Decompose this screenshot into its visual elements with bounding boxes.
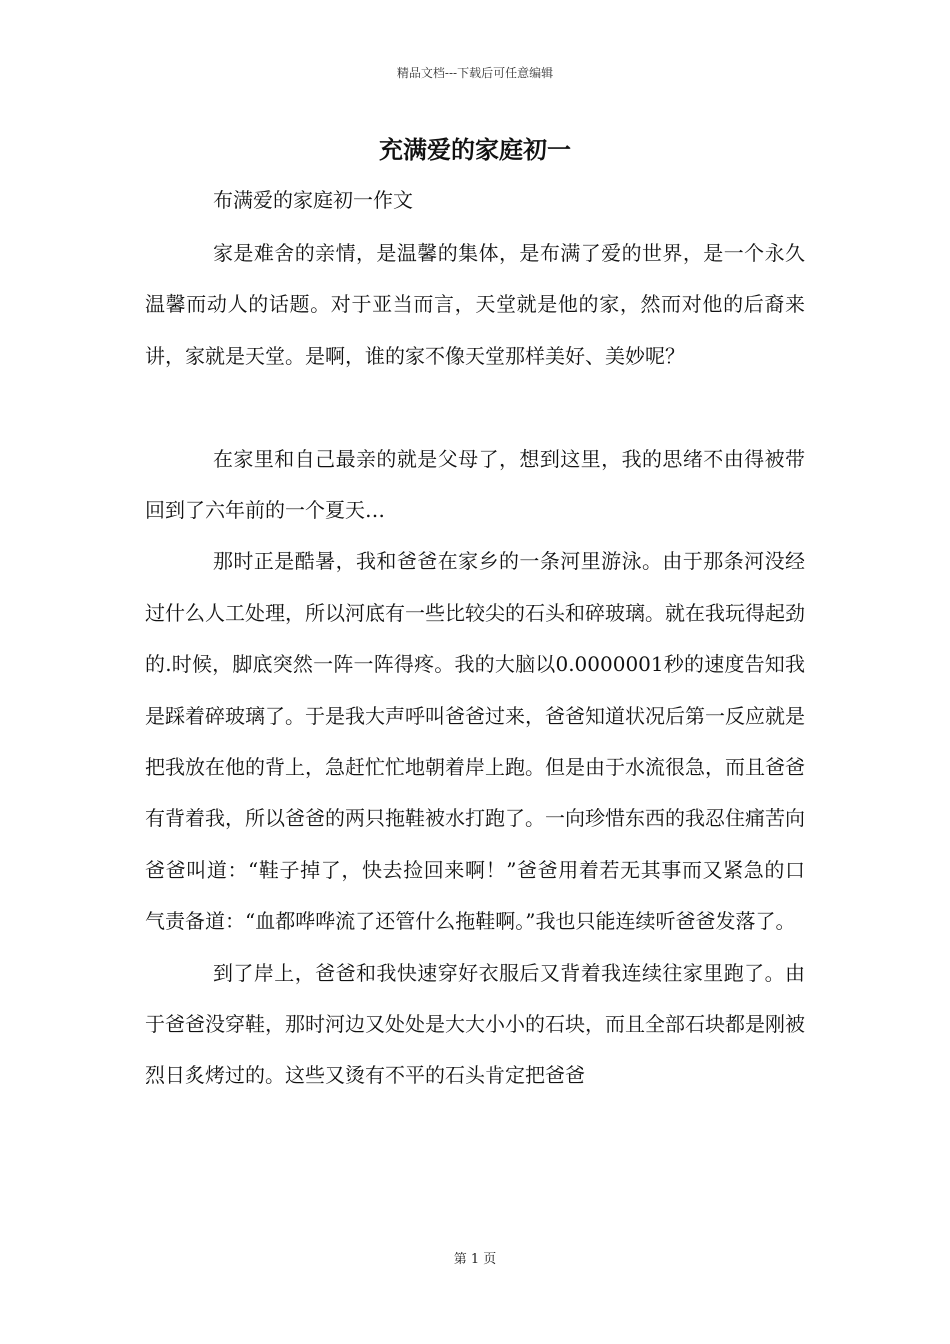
document-title: 充满爱的家庭初一 bbox=[379, 135, 571, 164]
paragraph-memory: 在家里和自己最亲的就是父母了，想到这里，我的思绪不由得被带回到了六年前的一个夏天… bbox=[145, 446, 805, 523]
paragraph-river: 那时正是酷暑，我和爸爸在家乡的一条河里游泳。由于那条河没经过什么人工处理，所以河底有一些比较尖的石头和碎玻璃。就在我玩得起劲的.时候，脚底突然一阵一阵得疼。我的大脑以0.0000001秒的速度告知我是踩着碎玻璃了。于是我大声呼叫爸爸过来，爸爸知道状况后第一反应就是把我放在他的背上，急赶忙忙地朝着岸上跑。但是由于水流很急，而且爸爸有背着我，所以爸爸的两只拖鞋被水打跑了。一向珍惜东西的我忍住痛苦向爸爸叫道：“鞋子掉了，快去捡回来啊！”爸爸用着若无其事而又紧急的口气责备道：“血都哗哗流了还管什么拖鞋啊。”我也只能连续听爸爸发落了。 bbox=[145, 549, 805, 934]
body-text bbox=[145, 228, 805, 1102]
page-number: 第 1 页 bbox=[453, 1252, 497, 1267]
page-header: 精品文档---下载后可任意编辑 bbox=[396, 66, 554, 80]
paragraph-shore: 到了岸上，爸爸和我快速穿好衣服后又背着我连续往家里跑了。由于爸爸没穿鞋，那时河边又处处是大大小小的石块，而且全部石块都是刚被烈日炙烤过的。这些又烫有不平的石头肯定把爸爸 bbox=[145, 960, 805, 1088]
document-subtitle: 布满爱的家庭初一作文 bbox=[213, 188, 413, 212]
paragraph-intro: 家是难舍的亲情，是温馨的集体，是布满了爱的世界，是一个永久温馨而动人的话题。对于亚当而言，天堂就是他的家，然而对他的后裔来讲，家就是天堂。是啊，谁的家不像天堂那样美好、美妙呢？ bbox=[145, 241, 805, 368]
